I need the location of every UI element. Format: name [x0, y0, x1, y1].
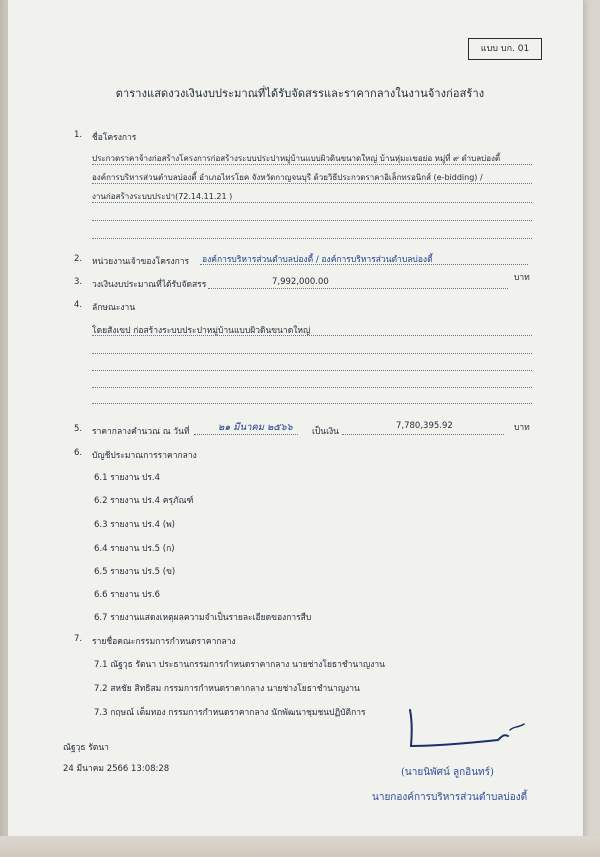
budget-unit: บาท	[514, 273, 530, 283]
report-item: 6.4 รายงาน ปร.5 (ก)	[94, 544, 175, 554]
committee-member: 7.2 สหชัย สิทธิสม กรรมการกำหนดราคากลาง นายช่างโยธาชำนาญงาน	[94, 684, 360, 694]
dotted-line	[92, 164, 532, 165]
dotted-line	[208, 288, 508, 289]
signer-name: (นายนิพัศน์ ลูกอินทร์)	[401, 767, 494, 778]
dotted-line	[342, 434, 504, 435]
section-7-label: รายชื่อคณะกรรมการกำหนดราคากลาง	[92, 637, 236, 647]
section-1-label: ชื่อโครงการ	[92, 133, 137, 143]
dotted-line	[92, 202, 532, 203]
committee-member: 7.3 กฤษณ์ เต็มทอง กรรมการกำหนดราคากลาง นักพัฒนาชุมชนปฏิบัติการ	[94, 708, 366, 718]
section-4-label: ลักษณะงาน	[92, 303, 136, 313]
report-item: 6.2 รายงาน ปร.4 ครุภัณฑ์	[94, 496, 194, 506]
median-price-value: 7,780,395.92	[396, 421, 453, 431]
owner-agency-value: องค์การบริหารส่วนตำบลบ่องตี้ / องค์การบริหารส่วนตำบลบ่องตี้	[202, 255, 433, 265]
dotted-line	[92, 238, 532, 239]
dotted-line	[92, 353, 532, 354]
report-item: 6.1 รายงาน ปร.4	[94, 473, 161, 483]
calc-date-handwritten: ๒๑ มีนาคม ๒๕๖๖	[218, 422, 293, 433]
report-item: 6.3 รายงาน ปร.4 (พ)	[94, 520, 175, 530]
project-name-line-1: ประกวดราคาจ้างก่อสร้างโครงการก่อสร้างระบบประปาหมู่บ้านแบบผิวดินขนาดใหญ่ บ้านหุ่มะเขอย่อ หมู่ที่ ๙ ตำบลบ่องตี้	[92, 154, 501, 163]
section-3-number: 3.	[74, 277, 83, 287]
dotted-line	[92, 220, 532, 221]
section-4-number: 4.	[74, 300, 83, 310]
section-3-label: วงเงินงบประมาณที่ได้รับจัดสรร	[92, 280, 207, 290]
dotted-line	[92, 403, 532, 404]
median-price-unit: บาท	[514, 423, 530, 433]
section-2-number: 2.	[74, 254, 83, 264]
report-item: 6.6 รายงาน ปร.6	[94, 590, 161, 600]
committee-member: 7.1 ณัฐวุธ รัตนา ประธานกรรมการกำหนดราคากลาง นายช่างโยธาชำนาญงาน	[94, 660, 385, 670]
project-name-line-2: องค์การบริหารส่วนตำบลบ่องตี้ อำเภอไทรโยค จังหวัดกาญจนบุรี ด้วยวิธีประกวดราคาอิเล็กทรอนิกส์ (e-bidding) /	[92, 173, 483, 182]
preparer-name: ณัฐวุธ รัตนา	[63, 743, 109, 753]
dotted-line	[194, 434, 298, 435]
signer-position: นายกองค์การบริหารส่วนตำบลบ่องตี้	[372, 792, 528, 803]
dotted-line	[92, 183, 532, 184]
form-code-box: แบบ บก. 01	[468, 38, 542, 60]
amount-label: เป็นเงิน	[312, 427, 339, 437]
document-title: ตารางแสดงวงเงินงบประมาณที่ได้รับจัดสรรและราคากลางในงานจ้างก่อสร้าง	[115, 87, 485, 100]
dotted-line	[200, 264, 528, 265]
underlying-page	[0, 836, 600, 857]
section-1-number: 1.	[74, 130, 83, 140]
handwritten-signature	[400, 706, 530, 756]
budget-value: 7,992,000.00	[272, 277, 329, 287]
report-item: 6.7 รายงานแสดงเหตุผลความจำเป็นรายละเอียดของการสืบ	[94, 613, 312, 623]
section-7-number: 7.	[74, 634, 83, 644]
report-item: 6.5 รายงาน ปร.5 (ข)	[94, 567, 176, 577]
dotted-line	[92, 370, 532, 371]
dotted-line	[92, 335, 532, 336]
print-datetime: 24 มีนาคม 2566 13:08:28	[63, 764, 170, 774]
section-5-label: ราคากลางคำนวณ ณ วันที่	[92, 427, 190, 437]
section-6-number: 6.	[74, 448, 83, 458]
section-6-label: บัญชีประมาณการราคากลาง	[92, 451, 197, 461]
section-2-label: หน่วยงานเจ้าของโครงการ	[92, 257, 190, 267]
work-summary: โดยสังเขป ก่อสร้างระบบประปาหมู่บ้านแบบผิวดินขนาดใหญ่	[92, 326, 311, 336]
dotted-line	[92, 387, 532, 388]
section-5-number: 5.	[74, 424, 83, 434]
project-name-line-3: งานก่อสร้างระบบประปา(72.14.11.21 )	[92, 192, 233, 201]
